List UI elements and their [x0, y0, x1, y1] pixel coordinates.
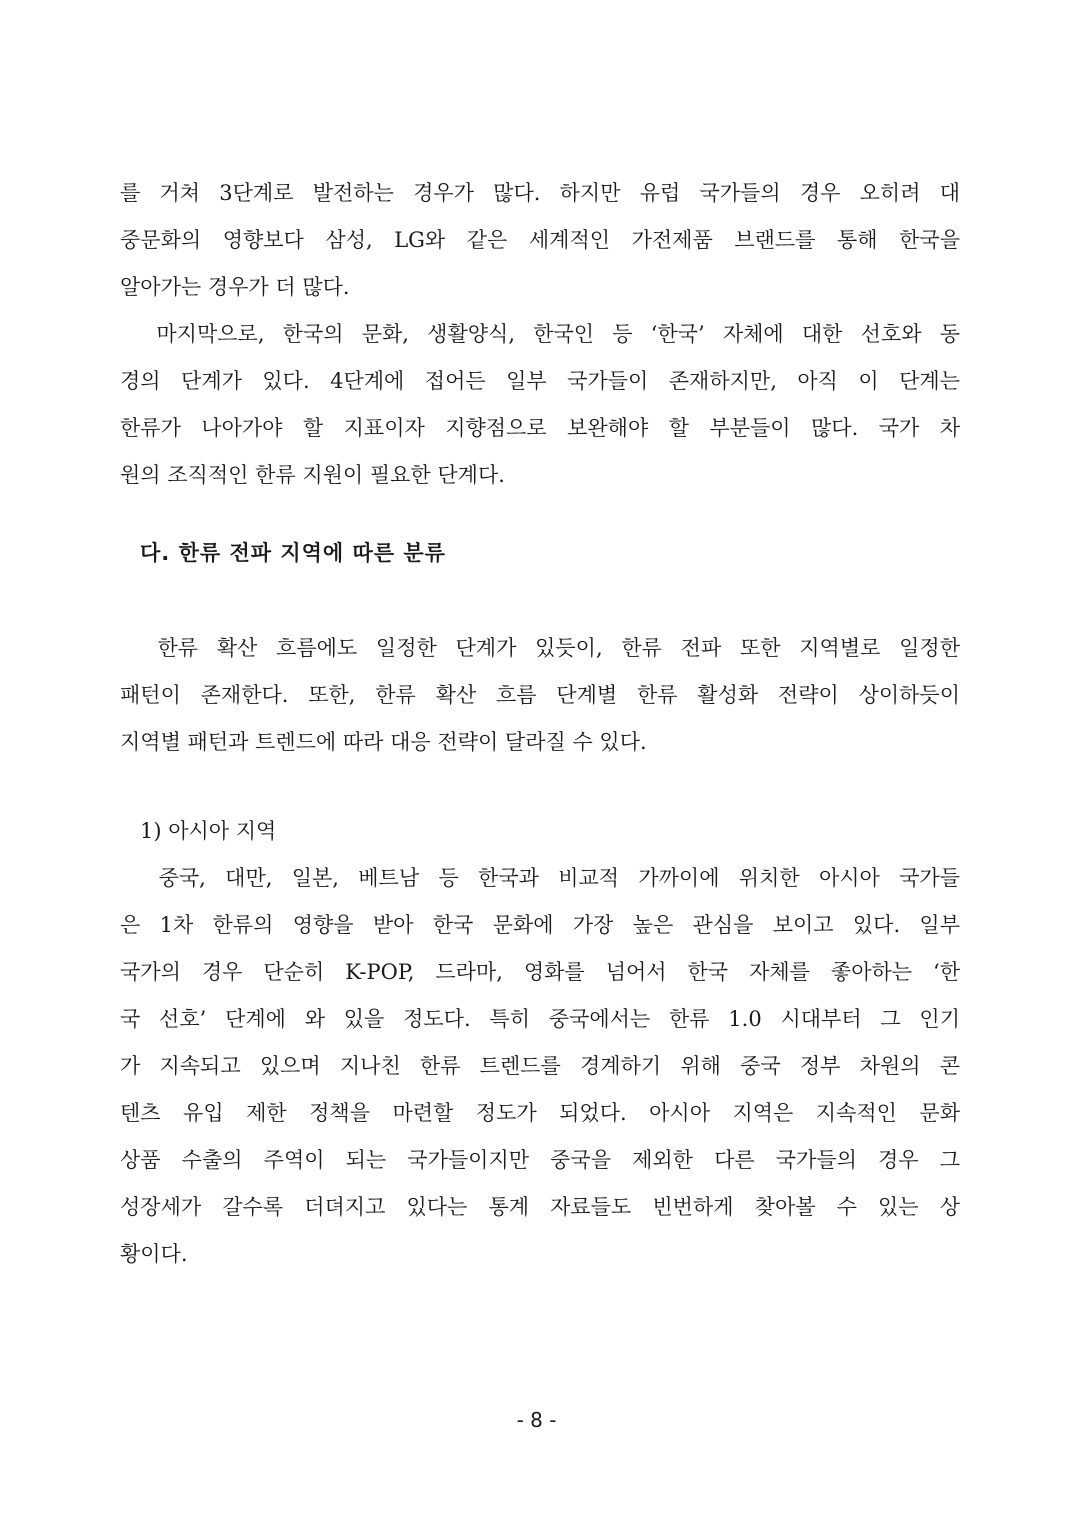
paragraph-1-line-1: 를 거쳐 3단계로 발전하는 경우가 많다. 하지만 유럽 국가들의 경우 오히려 대 [120, 181, 960, 205]
paragraph-4-line-6: 텐츠 유입 제한 정책을 마련할 정도가 되었다. 아시아 지역은 지속적인 문화 [120, 1101, 960, 1125]
section-heading: 다. 한류 전파 지역에 따른 분류 [140, 541, 446, 565]
paragraph-2-line-4: 원의 조직적인 한류 지원이 필요한 단계다. [120, 463, 505, 487]
paragraph-2-line-1: 마지막으로, 한국의 문화, 생활양식, 한국인 등 ‘한국’ 자체에 대한 선호와 동 [120, 322, 960, 346]
subsection-heading: 1) 아시아 지역 [140, 819, 277, 843]
paragraph-4-line-3: 국가의 경우 단순히 K-POP, 드라마, 영화를 넘어서 한국 자체를 좋아하는 ‘한 [120, 960, 960, 984]
paragraph-2-line-2: 경의 단계가 있다. 4단계에 접어든 일부 국가들이 존재하지만, 아직 이 단계는 [120, 369, 960, 393]
paragraph-3-line-1: 한류 확산 흐름에도 일정한 단계가 있듯이, 한류 전파 또한 지역별로 일정한 [120, 636, 960, 660]
paragraph-4-line-5: 가 지속되고 있으며 지나친 한류 트렌드를 경계하기 위해 중국 정부 차원의 콘 [120, 1054, 960, 1078]
paragraph-1-line-2: 중문화의 영향보다 삼성, LG와 같은 세계적인 가전제품 브랜드를 통해 한국을 [120, 228, 960, 252]
paragraph-4-line-7: 상품 수출의 주역이 되는 국가들이지만 중국을 제외한 다른 국가들의 경우 그 [120, 1148, 960, 1172]
paragraph-4-line-2: 은 1차 한류의 영향을 받아 한국 문화에 가장 높은 관심을 보이고 있다. 일부 [120, 913, 960, 937]
paragraph-4-line-4: 국 선호’ 단계에 와 있을 정도다. 특히 중국에서는 한류 1.0 시대부터 그 인기 [120, 1007, 960, 1031]
paragraph-3-line-3: 지역별 패턴과 트렌드에 따라 대응 전략이 달라질 수 있다. [120, 730, 647, 754]
paragraph-1-line-3: 알아가는 경우가 더 많다. [120, 275, 350, 299]
paragraph-4-line-8: 성장세가 갈수록 더뎌지고 있다는 통계 자료들도 빈번하게 찾아볼 수 있는 상 [120, 1195, 960, 1219]
paragraph-4-line-9: 황이다. [120, 1242, 188, 1266]
page-number: - 8 - [516, 1408, 557, 1432]
paragraph-4-line-1: 중국, 대만, 일본, 베트남 등 한국과 비교적 가까이에 위치한 아시아 국가들 [120, 866, 960, 890]
paragraph-2-line-3: 한류가 나아가야 할 지표이자 지향점으로 보완해야 할 부분들이 많다. 국가 차 [120, 416, 960, 440]
paragraph-3-line-2: 패턴이 존재한다. 또한, 한류 확산 흐름 단계별 한류 활성화 전략이 상이하듯이 [120, 683, 960, 707]
